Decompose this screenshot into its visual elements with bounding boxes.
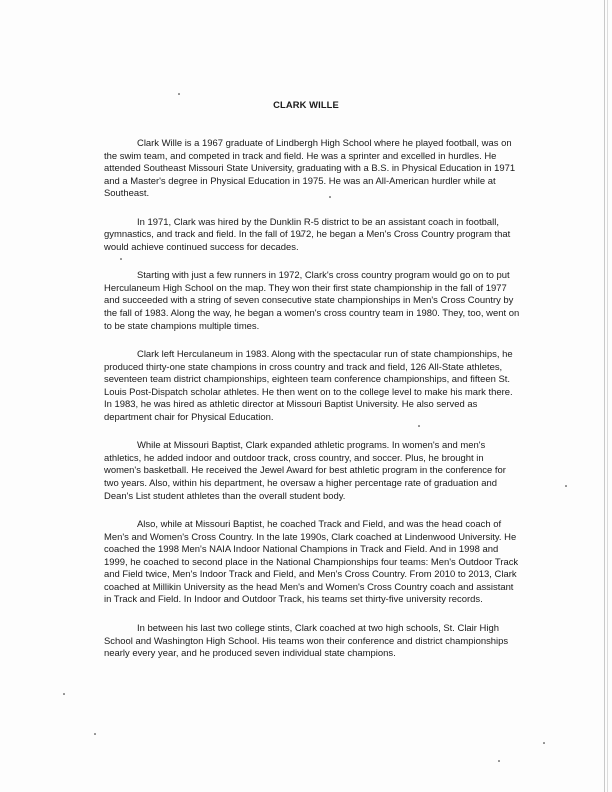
paragraph-7: In between his last two college stints, Clark coached at two high schools, St. Clair High School and Washington High School. His teams won their conference and district championships nearly every year, and he produced seven individual state champions. (104, 622, 509, 660)
paragraph-3: Starting with just a few runners in 1972, Clark's cross country program would go on to put Herculaneum High School on the map. They won their first state championship in the fall of 1977 and succeeded with a string of seven consecutive state championships in Men's Cross Country by the fall of 1983. Along the way, he began a women's cross country team in 1980. They, too, went on to be state champions multiple times. (104, 270, 520, 332)
scan-speck (63, 693, 65, 695)
document-title: CLARK WILLE (273, 99, 339, 110)
paragraph-5: While at Missouri Baptist, Clark expanded athletic programs. In women's and men's athletics, he added indoor and outdoor track, cross country, and soccer. Plus, he brought in women's basketball. He received the Jewel Award for best athletic program in the conference for two years. Also, within his department, he oversaw a higher percentage rate of graduation and Dean's List student athletes than the overall student body. (104, 440, 506, 502)
paragraph-4: Clark left Herculaneum in 1983. Along with the spectacular run of state championships, he produced thirty-one state champions in cross country and track and field, 126 All-State athletes, seventeen team district championships, eighteen team conference championships, and fifteen St. Louis Post-Dispatch scholar athletes. He then went on to the college level to make his mark there. In 1983, he was hired as athletic director at Missouri Baptist University. He also served as department chair for Physical Education. (104, 349, 513, 423)
paragraph-6: Also, while at Missouri Baptist, he coached Track and Field, and was the head coach of Men's and Women's Cross Country. In the late 1990s, Clark coached at Lindenwood University. He coached the 1998 Men's NAIA Indoor National Champions in Track and Field. And in 1998 and 1999, he coached to second place in the National Championships four teams: Men's Outdoor Track and Field twice, Men's Indoor Track and Field, and Men's Cross Country. From 2010 to 2013, Clark coached at Millikin University as the head Men's and Women's Cross Country coach and assistant in Track and Field. In Indoor and Outdoor Track, his teams set thirty-five university records. (104, 519, 519, 606)
scan-speck (543, 742, 545, 744)
scan-speck (178, 93, 180, 95)
scan-edge-line (604, 0, 605, 792)
scan-speck (498, 760, 500, 762)
paragraph-2: In 1971, Clark was hired by the Dunklin R-5 district to be an assistant coach in football, gymnastics, and track and field. In the fall of 1972, he began a Men's Cross Country program that would achieve continued success for decades. (104, 216, 511, 253)
document-body (104, 138, 520, 677)
paragraph-1: Clark Wille is a 1967 graduate of Lindbergh High School where he played football, was on the swim team, and competed in track and field. He was a sprinter and excelled in hurdles. He attended Southeast Missouri State University, graduating with a B.S. in Physical Education in 1971 and a Master's degree in Physical Education in 1975. He was an All-American hurdler while at Southeast. (104, 138, 516, 200)
scan-speck (94, 733, 96, 735)
scan-edge-line (607, 0, 608, 792)
scan-speck (565, 485, 567, 487)
